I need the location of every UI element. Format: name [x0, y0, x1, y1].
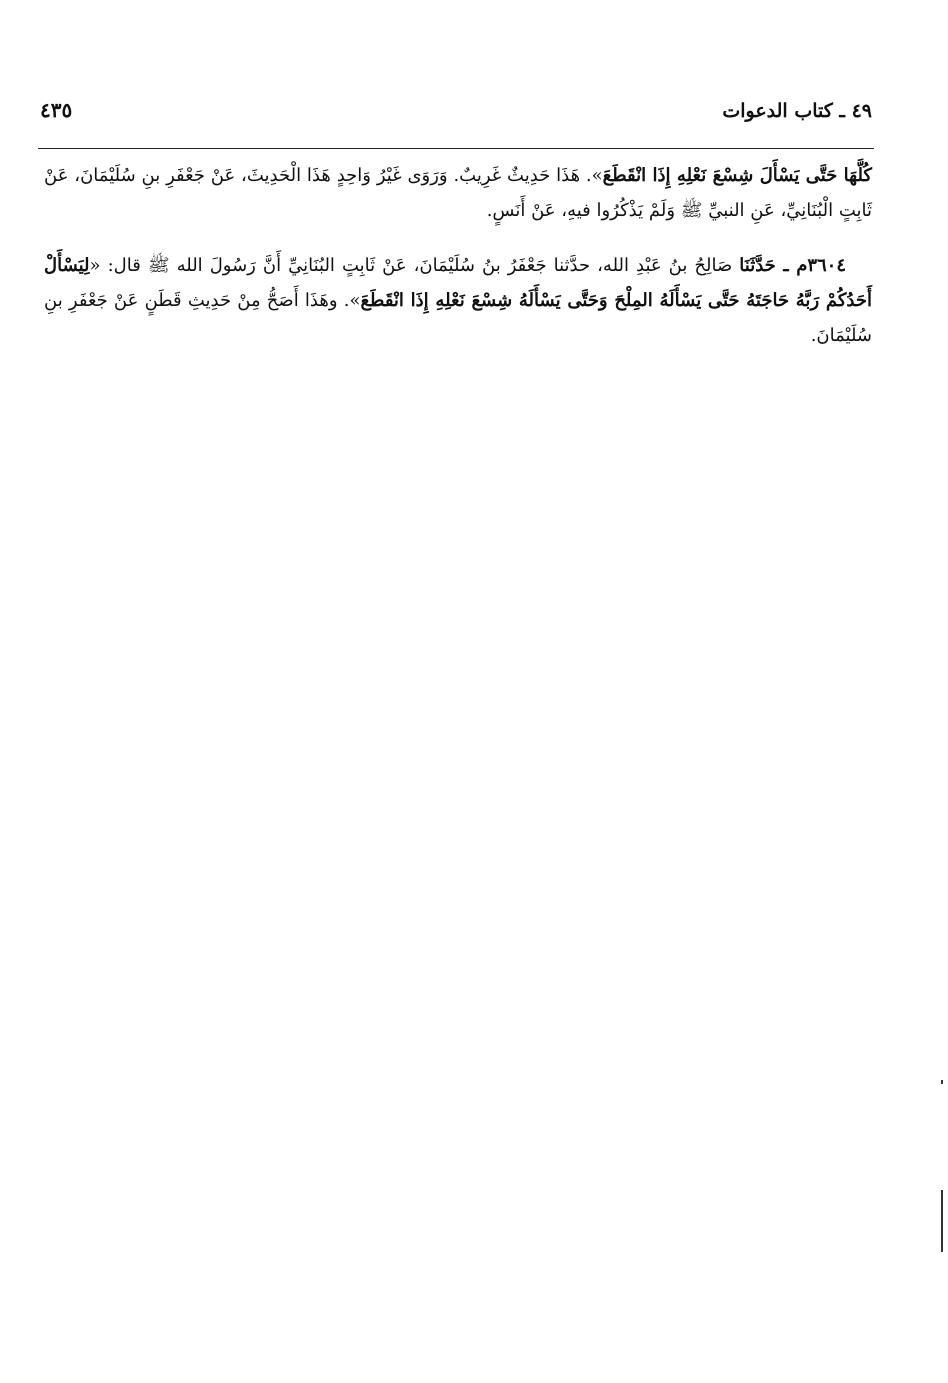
header-rule [38, 148, 874, 149]
page-header [38, 96, 872, 136]
scan-margin-mark [941, 1190, 943, 1252]
hadith-text-bold: كُلَّهَا حَتَّى يَسْأَلَ شِسْعَ نَعْلِهِ إِذَا انْقَطَعَ [602, 165, 872, 186]
hadith-commentary: ». هَذَا حَدِيثٌ غَرِيبٌ. وَرَوَى غَيْرُ وَاحِدٍ هَذَا الْحَدِيثَ، عَنْ جَعْفَرِ بنِ سُلَيْمَانَ، عَنْ ثَابِتٍ الْبُنَانِيِّ، عَنِ النبيِّ ﷺ وَلَمْ يَذْكُرُوا فيهِ، عَنْ أَنَسٍ. [44, 165, 872, 221]
page-number: ٤٣٥ [40, 98, 73, 122]
hadith-number: ٣٦٠٤م ـ حَدَّثَنَا [739, 255, 847, 276]
chapter-title: ٤٩ ـ كتاب الدعوات [722, 100, 872, 122]
paragraph-continuation [44, 158, 872, 228]
scan-margin-mark [941, 1080, 943, 1084]
paragraph-hadith-3604m [44, 248, 872, 353]
text-body [44, 158, 872, 353]
hadith-commentary: ». وهَذَا أَصَحُّ مِنْ حَدِيثِ قَطَنٍ عَنْ جَعْفَرِ بنِ سُلَيْمَانَ. [44, 290, 872, 346]
hadith-text-bold: لِيَسْأَلْ أَحَدُكُمْ رَبَّهُ حَاجَتَهُ حَتَّى يَسْأَلَهُ المِلْحَ وَحَتَّى يَسْأَلَهُ شِسْعَ نَعْلِهِ إِذَا انْقَطَعَ [44, 255, 872, 311]
hadith-isnad: صَالِحُ بنُ عَبْدِ الله، حدَّثنا جَعْفَرُ بنُ سُلَيْمَانَ، عَنْ ثَابِتٍ البُنَانِيِّ أَنَّ رَسُولَ الله ﷺ قال: « [89, 255, 740, 276]
